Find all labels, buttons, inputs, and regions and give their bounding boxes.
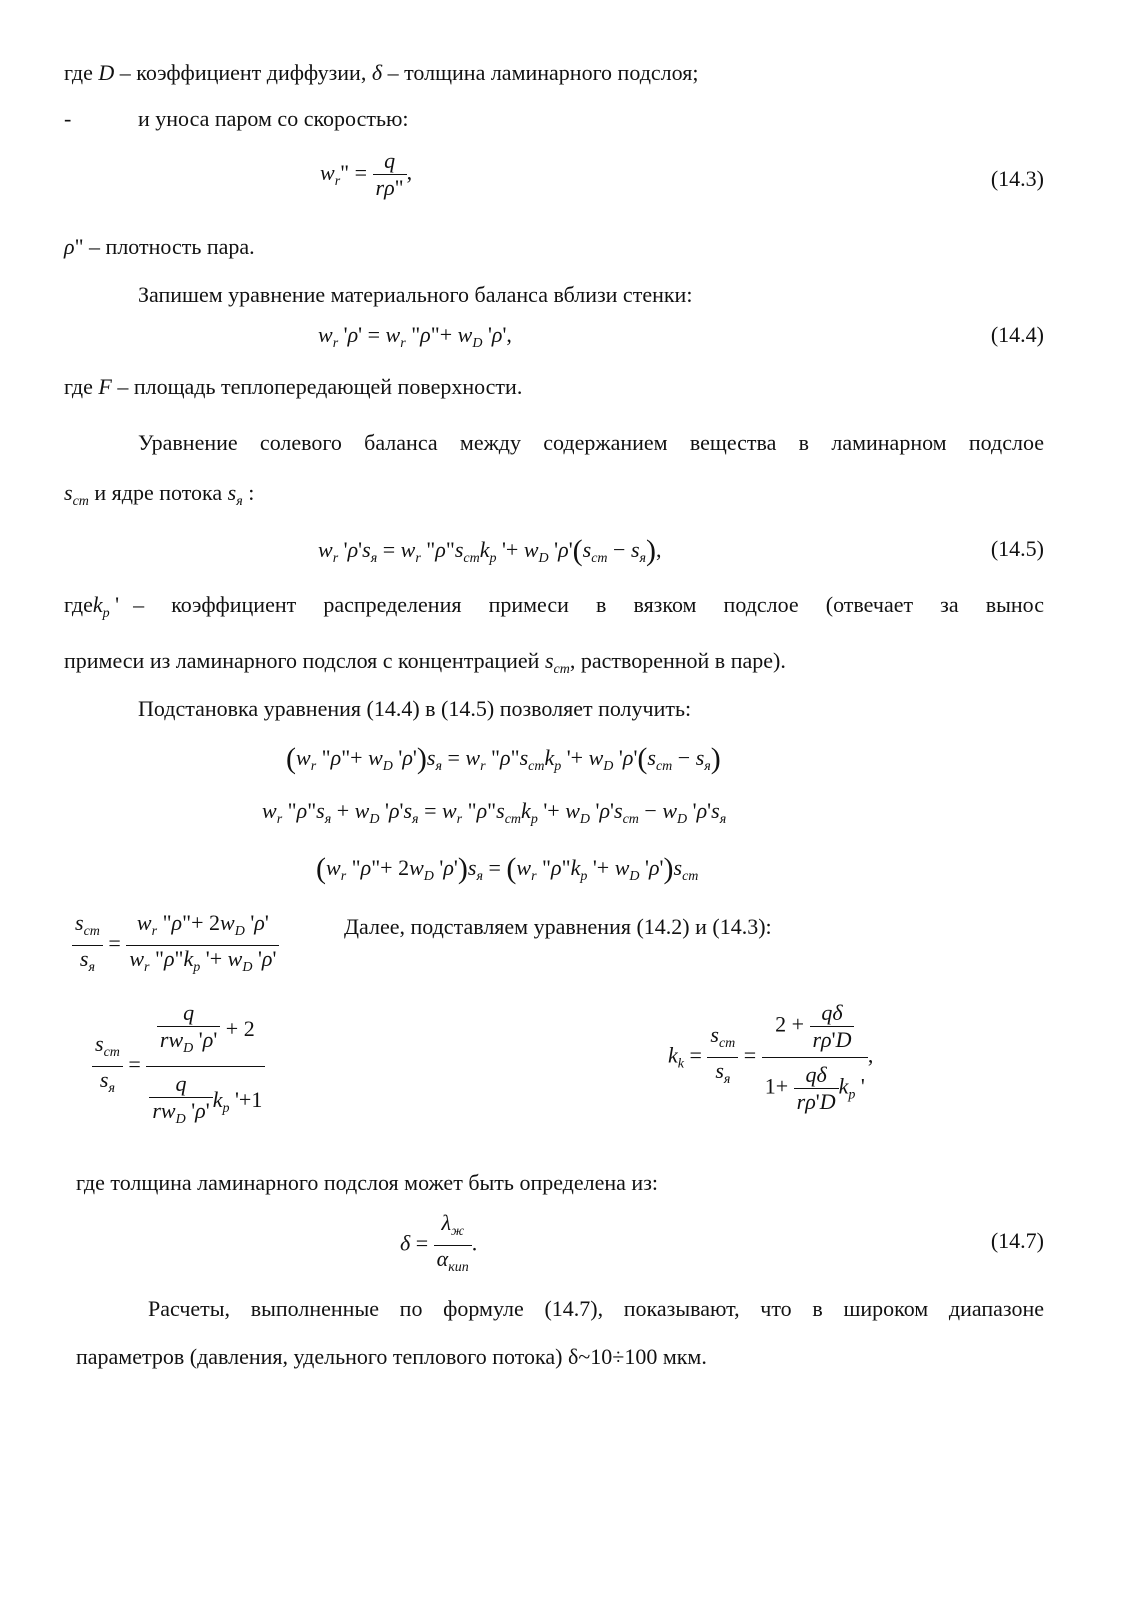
- derivation-line-2: $w_r$ "$\rho"s_я + w_D$ '$\rho's_я = w_r$ "$\rho"s_{cm}k_p$ '+ $w_D$ '$\rho's_{cm} - w_D$ '$\rho's_я$: [262, 798, 727, 827]
- bullet-steam-carryover: и уноса паром со скоростью:: [138, 106, 409, 131]
- equation-number-14-3: (14.3): [990, 166, 1044, 191]
- derivation-line-3: ($w_r$ "ρ"+ $2w_D$ '$\rho')s_я = (w_r$ "$\rho"k_p$ '+ $w_D$ '$\rho')s_{cm}$: [316, 852, 699, 885]
- kk-equation: $k_k$ = $\frac{s_{cm}}{s_я}$ = 2 + $\frac{q\delta}{r\rho'D}$ 1+ $\frac{q\delta}{r\rho'D}$ $k_p$ ' ,: [668, 1000, 874, 1114]
- diffusion-definition: где D – коэффициент диффузии, δ – толщина ламинарного подслоя;: [64, 60, 699, 85]
- distribution-coefficient-line-2: примеси из ламинарного подслоя с концентрацией $s_{cm}$, растворенной в паре).: [64, 648, 786, 677]
- bullet-dash: -: [64, 106, 72, 131]
- equation-14-3: $w_r$" = $\frac{q}{r\rho"}$ ,: [320, 148, 413, 200]
- calculation-line-1: Расчеты, выполненные по формуле (14.7), показывают, что в широком диапазоне: [148, 1296, 1044, 1321]
- derivation-line-1: ($w_r$ "ρ"+ $w_D$ '$\rho')s_я = w_r$ "$\rho"s_{cm}k_p$ '+ $w_D$ '$\rho'(s_{cm} - s_я)$: [286, 742, 721, 775]
- further-substitution: Далее, подставляем уравнения (14.2) и (14.3):: [344, 914, 772, 939]
- equation-number-14-7: (14.7): [990, 1228, 1044, 1253]
- equation-14-5: $w_r$ '$\rho's_я = w_r$ "$\rho"s_{cm}k_p$ '+ $w_D$ '$\rho'(s_{cm} - s_я)$,: [318, 534, 662, 567]
- equation-14-7: δ = $\frac{\lambda_ж}{\alpha_{кип}}$ .: [400, 1210, 478, 1275]
- equation-number-14-4: (14.4): [990, 322, 1044, 347]
- steam-density-definition: ρ" – плотность пара.: [64, 234, 255, 259]
- equation-number-14-5: (14.5): [990, 536, 1044, 561]
- distribution-coefficient-line-1: где $k_p$ ' – коэффициент распределения примеси в вязком подслое (отвечает за вынос: [64, 592, 1044, 621]
- calculation-line-2: параметров (давления, удельного теплового потока) δ~10÷100 мкм.: [76, 1344, 707, 1369]
- equation-14-4: $w_r$ '$\rho' = w_r$ "ρ"+ $w_D$ 'ρ',: [318, 322, 512, 351]
- material-balance-intro: Запишем уравнение материального баланса вблизи стенки:: [138, 282, 693, 307]
- salt-balance-line-1: Уравнение солевого баланса между содержанием вещества в ламинарном подслое: [138, 430, 1044, 455]
- substitution-intro: Подстановка уравнения (14.4) в (14.5) позволяет получить:: [138, 696, 692, 721]
- salt-balance-line-2: $s_{cm}$ и ядре потока $s_я$ :: [64, 480, 255, 509]
- concentration-ratio-equation: $\frac{s_{cm}}{s_я}$ = $\frac{w_r "\rho"+ 2w_D '\rho'}{w_r "\rho"k_p '+ w_D '\rho'}$: [72, 910, 279, 981]
- substituted-ratio-equation: $\frac{s_{cm}}{s_я}$ = $\frac{q}{rw_D '\rho'}$ + 2 $\frac{q}{rw_D '\rho'}$ $k_p$ '+1: [92, 1000, 265, 1133]
- area-definition: где F – площадь теплопередающей поверхности.: [64, 374, 523, 399]
- delta-intro: где толщина ламинарного подслоя может быть определена из:: [76, 1170, 659, 1195]
